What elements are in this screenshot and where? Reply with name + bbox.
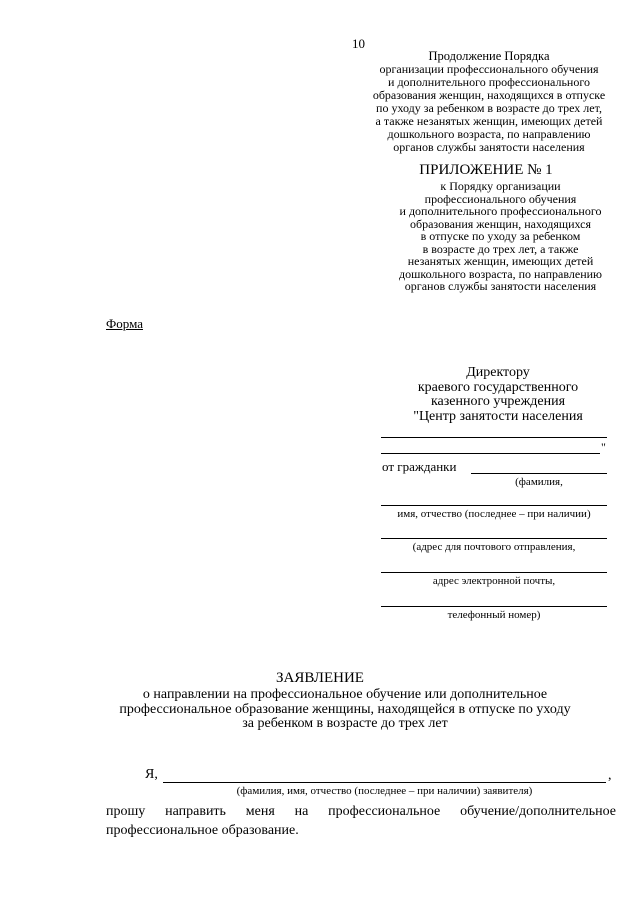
statement-title: ЗАЯВЛЕНИЕ <box>276 670 364 686</box>
addressee-line: казенного учреждения <box>430 394 566 409</box>
appendix-line: образования женщин, находящихся <box>410 216 591 231</box>
addressee-line: краевого государственного <box>417 379 579 395</box>
closing-quote: " <box>601 440 606 454</box>
appendix-line: к Порядку организации <box>440 179 561 193</box>
continuation-line: по уходу за ребенком в возрасте до трех лет, <box>376 101 602 115</box>
from-citizen-label: от гражданки <box>382 459 457 474</box>
continuation-line: органов службы занятости населения <box>393 140 585 154</box>
phone-hint: телефонный номер) <box>447 609 541 621</box>
continuation-header <box>344 50 634 154</box>
continuation-line: а также незанятых женщин, имеющих детей <box>375 114 603 128</box>
appendix-line: дошкольного возраста, по направлению <box>399 266 602 281</box>
postal-address-field[interactable] <box>381 538 607 539</box>
name-field[interactable] <box>381 505 607 506</box>
continuation-title: Продолжение Порядка <box>428 49 550 63</box>
name-hint: имя, отчество (последнее – при наличии) <box>397 508 591 520</box>
surname-hint: (фамилия, <box>515 476 563 488</box>
email-field[interactable] <box>381 572 607 573</box>
appendix-line: органов службы занятости населения <box>404 279 597 293</box>
appendix-line: незанятых женщин, имеющих детей <box>407 254 594 268</box>
subtitle-line: за ребенком в возрасте до трех лет <box>242 716 448 731</box>
appendix-line: и дополнительного профессионального <box>399 204 602 218</box>
page-number: 10 <box>352 36 365 51</box>
appendix-title: ПРИЛОЖЕНИЕ № 1 <box>419 162 553 178</box>
continuation-line: и дополнительного профессионального <box>388 75 590 89</box>
appendix-line: профессионального обучения <box>424 191 577 206</box>
addressee-line: "Центр занятости населения <box>413 408 583 424</box>
appendix-line: в отпуске по уходу за ребенком <box>420 229 581 243</box>
form-label: Форма <box>106 316 143 331</box>
surname-field[interactable] <box>471 473 607 474</box>
addressee-block <box>380 366 616 424</box>
continuation-line: организации профессионального обучения <box>379 62 599 76</box>
phone-field[interactable] <box>381 606 607 607</box>
appendix-line: в возрасте до трех лет, а также <box>422 241 579 256</box>
applicant-name-hint: (фамилия, имя, отчество (последнее – при наличии) заявителя) <box>236 785 533 797</box>
continuation-line: дошкольного возраста, по направлению <box>387 127 591 141</box>
statement-subtitle <box>100 688 590 732</box>
name-line-comma: , <box>608 768 612 783</box>
email-hint: адрес электронной почты, <box>432 575 556 587</box>
addressee-line: Директору <box>466 365 530 380</box>
postal-address-hint: (адрес для почтового отправления, <box>412 541 576 553</box>
appendix-header <box>368 180 633 293</box>
continuation-line: образования женщин, находящихся в отпуске <box>372 88 606 102</box>
addressee-blank-line[interactable] <box>381 453 600 454</box>
request-text: прошу направить меня на профессиональное обучение/дополнительное профессиональное образование. <box>106 804 616 838</box>
applicant-name-field[interactable] <box>163 782 606 783</box>
ya-label: Я, <box>145 767 158 782</box>
subtitle-line: о направлении на профессиональное обучение или дополнительное <box>142 687 548 702</box>
subtitle-line: профессиональное образование женщины, находящейся в отпуске по уходу <box>119 701 571 717</box>
addressee-blank-line[interactable] <box>381 437 607 438</box>
